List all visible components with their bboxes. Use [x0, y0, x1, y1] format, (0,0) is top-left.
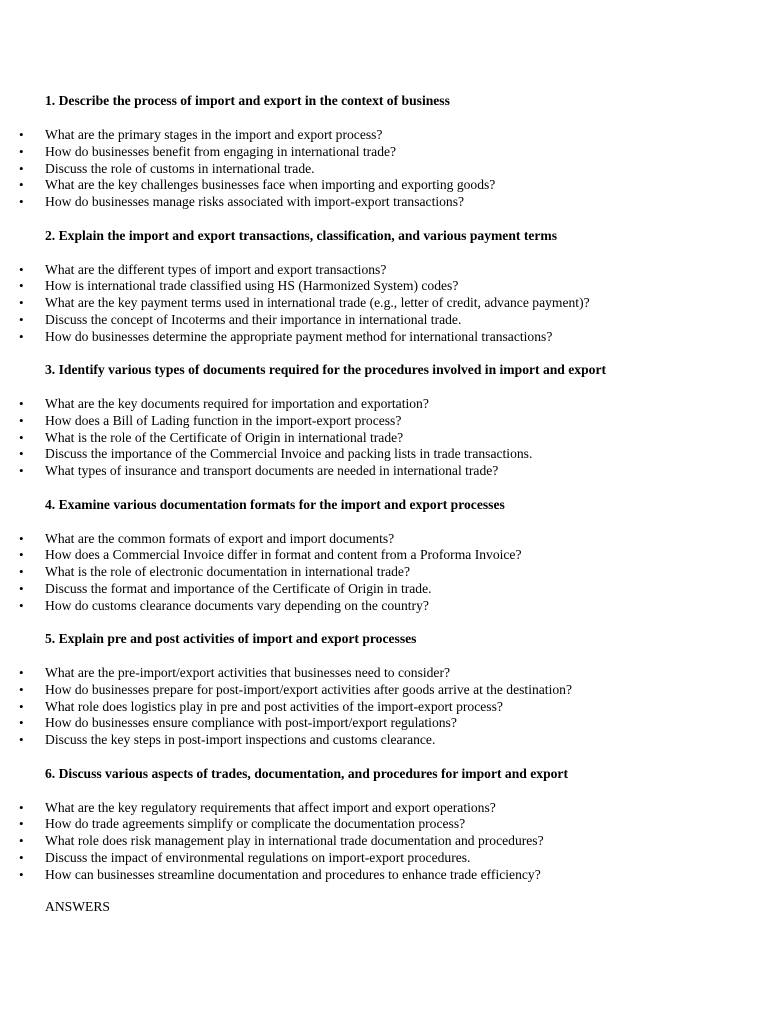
- bullet-icon: •: [19, 127, 24, 142]
- question-text: What are the key regulatory requirements that affect import and export operations?: [45, 799, 496, 815]
- bullet-icon: •: [19, 429, 24, 445]
- question-list: [0, 665, 572, 749]
- list-item: [0, 699, 572, 716]
- list-item: [0, 446, 532, 463]
- list-item: [0, 144, 495, 161]
- bullet-icon: •: [19, 580, 24, 596]
- question-text: What is the role of the Certificate of Origin in international trade?: [45, 429, 404, 445]
- section-heading: 2. Explain the import and export transactions, classification, and various payment terms: [45, 227, 558, 243]
- list-item: [0, 564, 522, 581]
- question-text: Discuss the concept of Incoterms and their importance in international trade.: [45, 311, 462, 327]
- bullet-icon: •: [19, 177, 24, 193]
- section-heading: 5. Explain pre and post activities of import and export processes: [45, 631, 417, 646]
- question-text: What are the primary stages in the import and export process?: [45, 127, 383, 142]
- section-heading: 4. Examine various documentation formats for the import and export processes: [45, 496, 505, 512]
- question-text: How do businesses benefit from engaging in international trade?: [45, 143, 397, 159]
- list-item: [0, 312, 590, 329]
- list-item: [0, 800, 544, 817]
- bullet-icon: •: [19, 311, 24, 327]
- list-item: [0, 194, 495, 211]
- question-text: How do businesses prepare for post-import/export activities after goods arrive at the destination?: [45, 681, 572, 697]
- question-list: [0, 396, 532, 480]
- list-item: [0, 833, 544, 850]
- bullet-icon: •: [19, 278, 24, 294]
- question-text: How does a Bill of Lading function in the import-export process?: [45, 412, 402, 428]
- question-text: What role does logistics play in pre and post activities of the import-export process?: [45, 698, 503, 714]
- question-text: What are the pre-import/export activities that businesses need to consider?: [45, 665, 451, 680]
- list-item: [0, 262, 590, 279]
- list-item: [0, 715, 572, 732]
- bullet-icon: •: [19, 446, 24, 462]
- list-item: [0, 295, 590, 312]
- question-text: How is international trade classified using HS (Harmonized System) codes?: [45, 278, 459, 294]
- section-heading: 1. Describe the process of import and export in the context of business: [45, 93, 450, 108]
- question-text: How do businesses determine the appropriate payment method for international transactions?: [45, 328, 553, 344]
- bullet-icon: •: [19, 328, 24, 344]
- bullet-icon: •: [19, 463, 24, 478]
- question-text: What types of insurance and transport documents are needed in international trade?: [45, 463, 499, 478]
- bullet-icon: •: [19, 396, 24, 411]
- bullet-icon: •: [19, 261, 24, 277]
- list-item: [0, 732, 572, 749]
- list-item: [0, 127, 495, 144]
- bullet-icon: •: [19, 833, 24, 848]
- answers-label: ANSWERS: [45, 899, 110, 914]
- question-text: What are the key documents required for importation and exportation?: [45, 396, 429, 411]
- bullet-icon: •: [19, 143, 24, 159]
- bullet-icon: •: [19, 799, 24, 815]
- bullet-icon: •: [19, 530, 24, 546]
- question-list: [0, 531, 522, 615]
- list-item: [0, 665, 572, 682]
- list-item: [0, 867, 544, 884]
- question-text: What are the different types of import and export transactions?: [45, 261, 387, 277]
- list-item: [0, 430, 532, 447]
- question-text: How do customs clearance documents vary depending on the country?: [45, 597, 429, 613]
- question-text: How do businesses manage risks associated with import-export transactions?: [45, 194, 465, 209]
- bullet-icon: •: [19, 564, 24, 579]
- question-text: Discuss the format and importance of the Certificate of Origin in trade.: [45, 580, 432, 596]
- list-item: [0, 463, 532, 480]
- question-text: Discuss the role of customs in international trade.: [45, 160, 315, 176]
- bullet-icon: •: [19, 412, 24, 428]
- section-heading: 6. Discuss various aspects of trades, documentation, and procedures for import and export: [45, 765, 568, 781]
- bullet-icon: •: [19, 816, 24, 832]
- question-text: How can businesses streamline documentation and procedures to enhance trade efficiency?: [45, 866, 541, 882]
- question-text: Discuss the impact of environmental regulations on import-export procedures.: [45, 849, 471, 865]
- question-text: How does a Commercial Invoice differ in format and content from a Proforma Invoice?: [45, 547, 522, 563]
- question-text: What are the key payment terms used in international trade (e.g., letter of credit, advance payment)?: [45, 295, 590, 310]
- bullet-icon: •: [19, 295, 24, 310]
- bullet-icon: •: [19, 665, 24, 680]
- question-text: What are the common formats of export and import documents?: [45, 530, 395, 546]
- question-list: [0, 127, 495, 211]
- bullet-icon: •: [19, 681, 24, 697]
- list-item: [0, 581, 522, 598]
- list-item: [0, 413, 532, 430]
- list-item: [0, 531, 522, 548]
- list-item: [0, 396, 532, 413]
- list-item: [0, 598, 522, 615]
- list-item: [0, 278, 590, 295]
- bullet-icon: •: [19, 715, 24, 731]
- question-list: [0, 262, 590, 346]
- question-text: What is the role of electronic documentation in international trade?: [45, 564, 411, 579]
- list-item: [0, 547, 522, 564]
- bullet-icon: •: [19, 849, 24, 865]
- list-item: [0, 161, 495, 178]
- bullet-icon: •: [19, 160, 24, 176]
- list-item: [0, 682, 572, 699]
- bullet-icon: •: [19, 597, 24, 613]
- question-text: Discuss the key steps in post-import inspections and customs clearance.: [45, 732, 436, 747]
- question-text: What role does risk management play in international trade documentation and procedures?: [45, 833, 544, 848]
- list-item: [0, 816, 544, 833]
- bullet-icon: •: [19, 194, 24, 209]
- list-item: [0, 177, 495, 194]
- question-text: How do trade agreements simplify or complicate the documentation process?: [45, 816, 466, 832]
- bullet-icon: •: [19, 732, 24, 747]
- question-text: Discuss the importance of the Commercial Invoice and packing lists in trade transactions.: [45, 446, 533, 462]
- bullet-icon: •: [19, 866, 24, 882]
- list-item: [0, 329, 590, 346]
- question-text: What are the key challenges businesses face when importing and exporting goods?: [45, 177, 496, 193]
- bullet-icon: •: [19, 698, 24, 714]
- list-item: [0, 850, 544, 867]
- question-list: [0, 800, 544, 884]
- section-heading: 3. Identify various types of documents required for the procedures involved in import and export: [45, 362, 607, 377]
- question-text: How do businesses ensure compliance with post-import/export regulations?: [45, 715, 457, 731]
- bullet-icon: •: [19, 547, 24, 563]
